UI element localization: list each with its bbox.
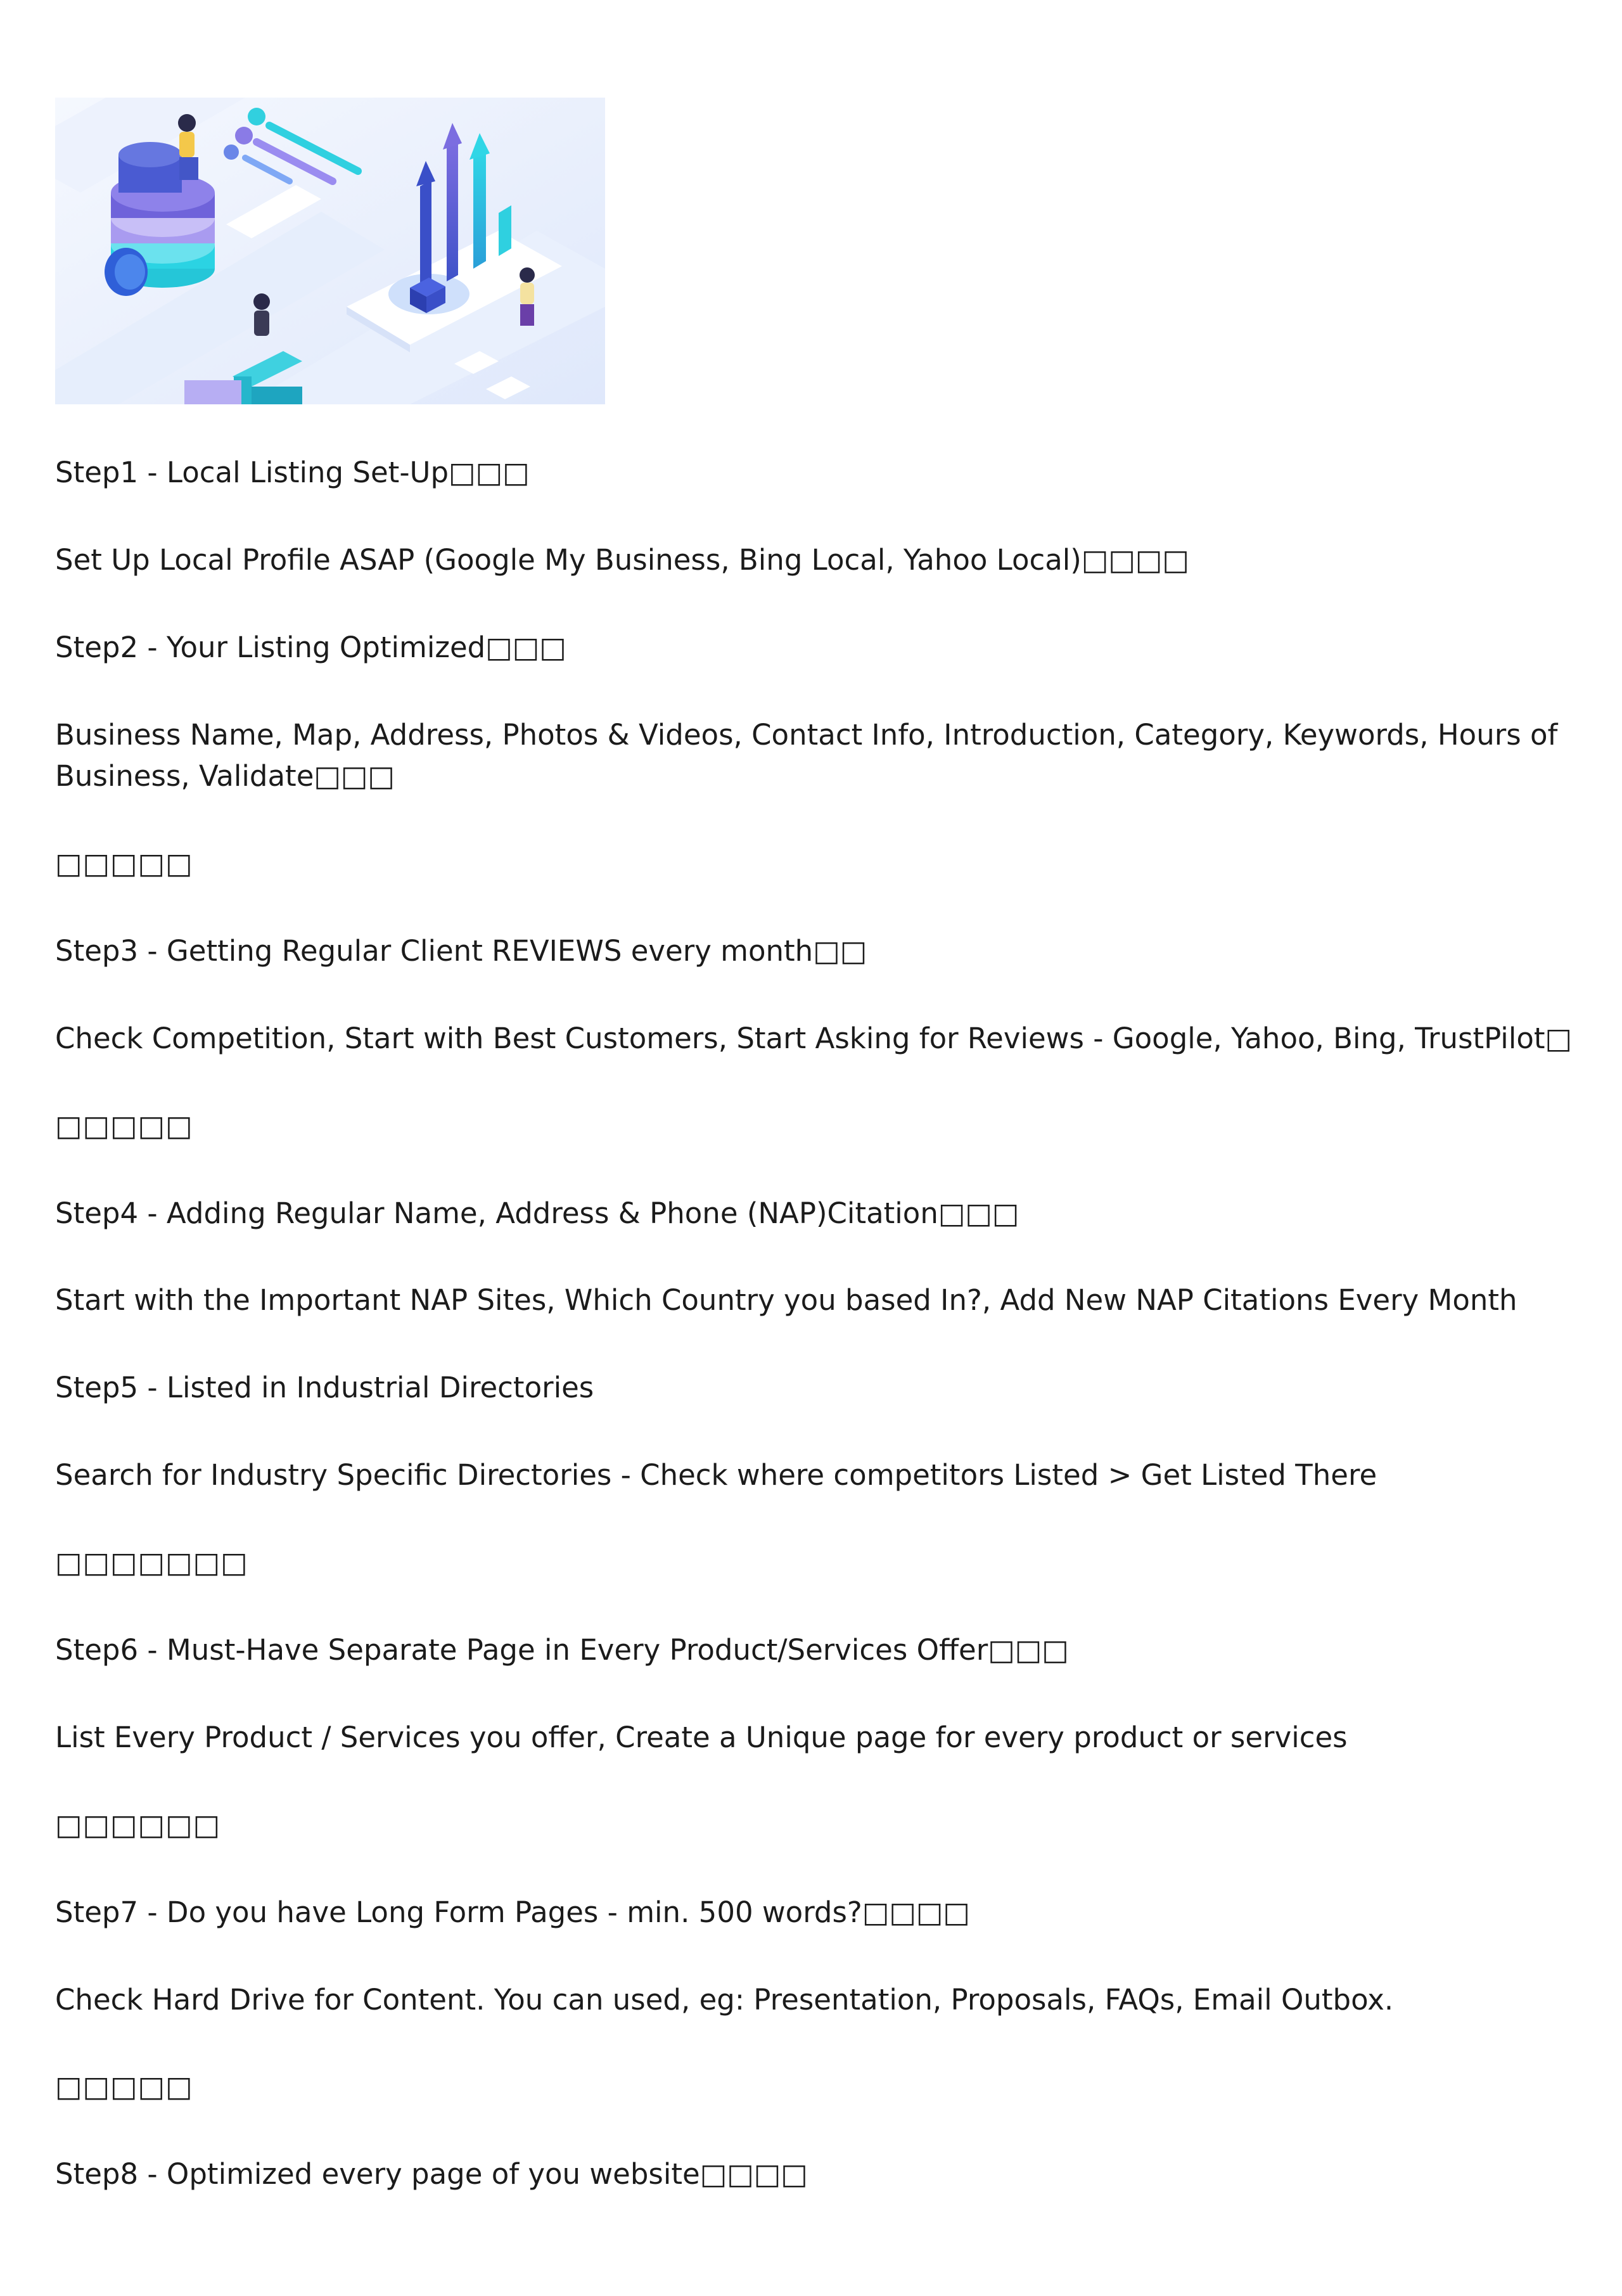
step7-body: Check Hard Drive for Content. You can used, eg: Presentation, Proposals, FAQs, Email Outbox. xyxy=(55,1983,1394,2017)
step3-body: Check Competition, Start with Best Customers, Start Asking for Reviews - Google, Yahoo, Bing, TrustPilot□ xyxy=(55,1022,1573,1055)
step3-title: Step3 - Getting Regular Client REVIEWS every month□□ xyxy=(55,934,867,968)
hero-illustration xyxy=(55,98,605,404)
separator-2: □□□□□ xyxy=(55,1109,193,1143)
separator-1: □□□□□ xyxy=(55,847,193,880)
step6-title: Step6 - Must-Have Separate Page in Every Product/Services Offer□□□ xyxy=(55,1633,1069,1667)
step1-title: Step1 - Local Listing Set-Up□□□ xyxy=(55,456,530,489)
seo-growth-illustration-icon xyxy=(55,98,605,404)
step2-body-line2: Business, Validate□□□ xyxy=(55,759,395,793)
step5-title: Step5 - Listed in Industrial Directories xyxy=(55,1371,594,1404)
step5-body: Search for Industry Specific Directories - Check where competitors Listed > Get Listed There xyxy=(55,1458,1377,1492)
step4-body: Start with the Important NAP Sites, Which Country you based In?, Add New NAP Citations Every Month xyxy=(55,1283,1517,1317)
step1-body: Set Up Local Profile ASAP (Google My Business, Bing Local, Yahoo Local)□□□□ xyxy=(55,543,1189,577)
step6-body: List Every Product / Services you offer, Create a Unique page for every product or services xyxy=(55,1721,1348,1754)
separator-3: □□□□□□□ xyxy=(55,1546,248,1579)
separator-4: □□□□□□ xyxy=(55,1808,221,1842)
step4-title: Step4 - Adding Regular Name, Address & Phone (NAP)Citation□□□ xyxy=(55,1196,1019,1230)
step8-title: Step8 - Optimized every page of you website□□□□ xyxy=(55,2157,808,2191)
step7-title: Step7 - Do you have Long Form Pages - min. 500 words?□□□□ xyxy=(55,1895,970,1929)
step2-title: Step2 - Your Listing Optimized□□□ xyxy=(55,631,566,664)
separator-5: □□□□□ xyxy=(55,2070,193,2103)
step2-body-line1: Business Name, Map, Address, Photos & Videos, Contact Info, Introduction, Category, Keywords, Hours of xyxy=(55,718,1558,752)
